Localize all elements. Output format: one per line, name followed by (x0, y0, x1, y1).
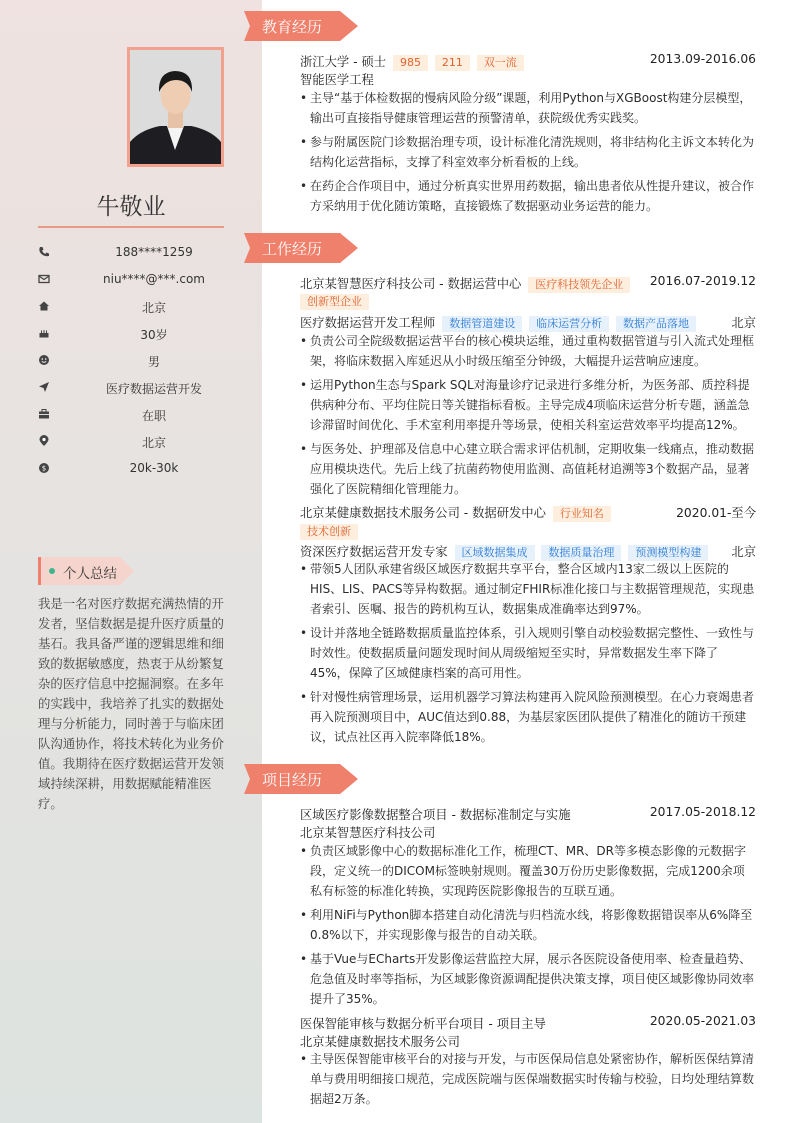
list-item: • 与医务处、护理部及信息中心建立联合需求评估机制，定期收集一线痛点，推动数据应用模块迭代。先后上线了抗菌药物使用监测、高值耗材追溯等3个数据产品，显著强化了医院精细化管理能力。 (300, 442, 755, 496)
project-org: 北京某智慧医疗科技公司 (300, 826, 436, 840)
skill-tag: 临床运营分析 (529, 316, 609, 332)
name-divider (38, 226, 224, 228)
work-city: 北京 (731, 316, 756, 330)
list-item: • 参与附属医院门诊数据治理专项，设计标准化清洗规则，将非结构化主诉文本转化为结构化运营指标，支撑了科室效率分析看板的上线。 (300, 135, 755, 169)
section-education (244, 11, 358, 41)
company-tag: 技术创新 (300, 524, 358, 540)
person-name: 牛敬业 (96, 194, 166, 220)
list-item: • 基于Vue与ECharts开发影像运营监控大屏，展示各医院设备使用率、检查量趋势、危急值及时率等指标，为区域影像资源调配提供决策支撑，项目使区域影像协同效率提升了35%。 (300, 952, 755, 1006)
face-icon (38, 354, 50, 366)
work-company-tags (300, 524, 756, 542)
summary-text: 我是一名对医疗数据充满热情的开发者，坚信数据是提升医疗质量的基石。我具备严谨的逻辑思维和细致的数据敏感度，热衷于从纷繁复杂的医疗信息中挖掘洞察。在多年的实践中，我培养了扎实的数据处理与分析能力，同时善于与临床团队沟通协作，将技术转化为业务价值。我期待在医疗数据运营开发领域持续深耕，用数据赋能精准医疗。 (38, 596, 224, 811)
education-date: 2013.09-2016.06 (649, 52, 756, 66)
education-major: 智能医学工程 (300, 73, 374, 87)
project-date: 2020.05-2021.03 (649, 1014, 756, 1028)
work-date: 2016.07-2019.12 (649, 274, 756, 288)
list-item: • 主导“基于体检数据的慢病风险分级”课题，利用Python与XGBoost构建分层模型，输出可直接指导健康管理运营的预警清单，获院级优秀实践奖。 (300, 91, 752, 125)
project-org: 北京某健康数据技术服务公司 (300, 1035, 460, 1049)
list-item: • 主导医保智能审核平台的对接与开发，与市医保局信息处紧密协作，解析医保结算清单与费用明细接口规范，完成医院端与医保端数据实时传输与校验，日均处理结算数据超2万条。 (300, 1052, 755, 1106)
education-tag: 985 (393, 55, 428, 71)
info-phone: 188****1259 (38, 244, 224, 264)
info-email: niu****@***.com (38, 271, 224, 291)
section-projects (244, 764, 358, 794)
education-tag: 211 (435, 55, 470, 71)
education-school: 浙江大学 - 硕士 (300, 55, 387, 69)
summary-heading (38, 557, 134, 585)
summary-title: 个人总结 (63, 566, 117, 582)
list-item: • 负责公司全院级数据运营平台的核心模块运维，通过重构数据管道与引入流式处理框架，将临床数据入库延迟从小时级压缩至分钟级，大幅提升运营响应速度。 (300, 334, 755, 368)
list-item: • 利用NiFi与Python脚本搭建自动化清洗与归档流水线，将影像数据错误率从6%降至0.8%以下，并实现影像与报告的自动关联。 (300, 908, 753, 942)
project-name: 区域医疗影像数据整合项目 - 数据标准制定与实施 2017.05-2018.12 (300, 805, 756, 822)
work-company: 北京某健康数据技术服务公司 - 数据研发中心 行业知名 2020.01-至今 (300, 503, 756, 521)
skill-tag: 预测模型构建 (628, 545, 708, 561)
send-icon (38, 381, 50, 393)
project-name: 医保智能审核与数据分析平台项目 - 项目主导 2020.05-2021.03 (300, 1014, 756, 1031)
work-company: 北京某智慧医疗科技公司 - 数据运营中心 医疗科技领先企业 2016.07-2019.12 (300, 274, 756, 291)
section-work (244, 233, 358, 263)
list-item: • 运用Python生态与Spark SQL对海量诊疗记录进行多维分析，为医务部、质控科提供病种分布、平均住院日等关键指标看板。主导完成4项临床运营分析专题，涵盖急诊滞留时间优化、手术室利用率提升等场景，使相关科室运营效率平均提高12%。 (300, 378, 750, 432)
cake-icon (38, 327, 50, 339)
section-projects-title: 项目经历 (262, 771, 323, 789)
info-city: 北京 (38, 298, 224, 318)
work-company-tags (300, 294, 756, 312)
list-item: • 负责区域影像中心的数据标准化工作，梳理CT、MR、DR等多模态影像的元数据字段，定义统一的DICOM标签映射规则。覆盖30万份历史影像数据，完成1200余项私有标签的标准化转换，实现跨医院影像报告的互联互通。 (300, 844, 746, 898)
info-position: 医疗数据运营开发 (38, 379, 224, 399)
briefcase-icon (38, 408, 50, 420)
info-salary: $ 20k-30k (38, 460, 224, 480)
home-icon (38, 300, 50, 312)
avatar-frame (127, 47, 224, 167)
work-role: 资深医疗数据运营开发专家 区域数据集成 数据质量治理 预测模型构建 北京 (300, 542, 756, 560)
info-status: 在职 (38, 406, 224, 426)
mail-icon (38, 273, 50, 285)
skill-tag: 区域数据集成 (455, 545, 535, 561)
skill-tag: 数据管道建设 (442, 316, 522, 332)
list-item: • 在药企合作项目中，通过分析真实世界用药数据，输出患者依从性提升建议，被合作方采纳用于优化随访策略，直接锻炼了数据驱动业务运营的能力。 (300, 179, 755, 213)
info-location: 北京 (38, 433, 224, 453)
list-item: • 带领5人团队承建省级区域医疗数据共享平台，整合区域内13家二级以上医院的HIS、LIS、PACS等异构数据。通过制定FHIR标准化接口与主数据管理规范，实现患者索引、医嘱、报告的跨机构互认，数据集成准确率达到97%。 (300, 562, 755, 616)
sidebar (0, 0, 262, 1123)
company-tag: 创新型企业 (300, 294, 369, 310)
section-education-title: 教育经历 (262, 18, 323, 36)
money-icon (38, 462, 50, 474)
info-gender: 男 (38, 352, 224, 372)
company-tag: 医疗科技领先企业 (528, 277, 630, 293)
company-tag: 行业知名 (553, 506, 611, 522)
section-work-title: 工作经历 (262, 240, 323, 258)
info-age: 30岁 (38, 325, 224, 345)
work-date: 2020.01-至今 (676, 506, 756, 520)
education-tag: 双一流 (477, 55, 524, 71)
phone-icon (38, 246, 50, 258)
work-city: 北京 (731, 545, 756, 559)
list-item: • 针对慢性病管理场景，运用机器学习算法构建再入院风险预测模型。在心力衰竭患者再入院预测项目中，AUC值达到0.88，为基层家医团队提供了精准化的随访干预建议，试点社区再入院率降低18%。 (300, 690, 755, 744)
project-date: 2017.05-2018.12 (649, 805, 756, 819)
skill-tag: 数据质量治理 (541, 545, 621, 561)
work-role: 医疗数据运营开发工程师 数据管道建设 临床运营分析 数据产品落地 北京 (300, 313, 756, 331)
avatar (130, 50, 221, 164)
education-header (300, 52, 756, 70)
location-icon (38, 435, 50, 447)
list-item: • 设计并落地全链路数据质量监控体系，引入规则引擎自动校验数据完整性、一致性与时效性。使数据质量问题发现时间从周级缩短至实时，异常数据发生率下降了45%，保障了区域健康档案的高可用性。 (300, 626, 755, 680)
skill-tag: 数据产品落地 (616, 316, 696, 332)
svg-text:$: $ (41, 464, 47, 473)
